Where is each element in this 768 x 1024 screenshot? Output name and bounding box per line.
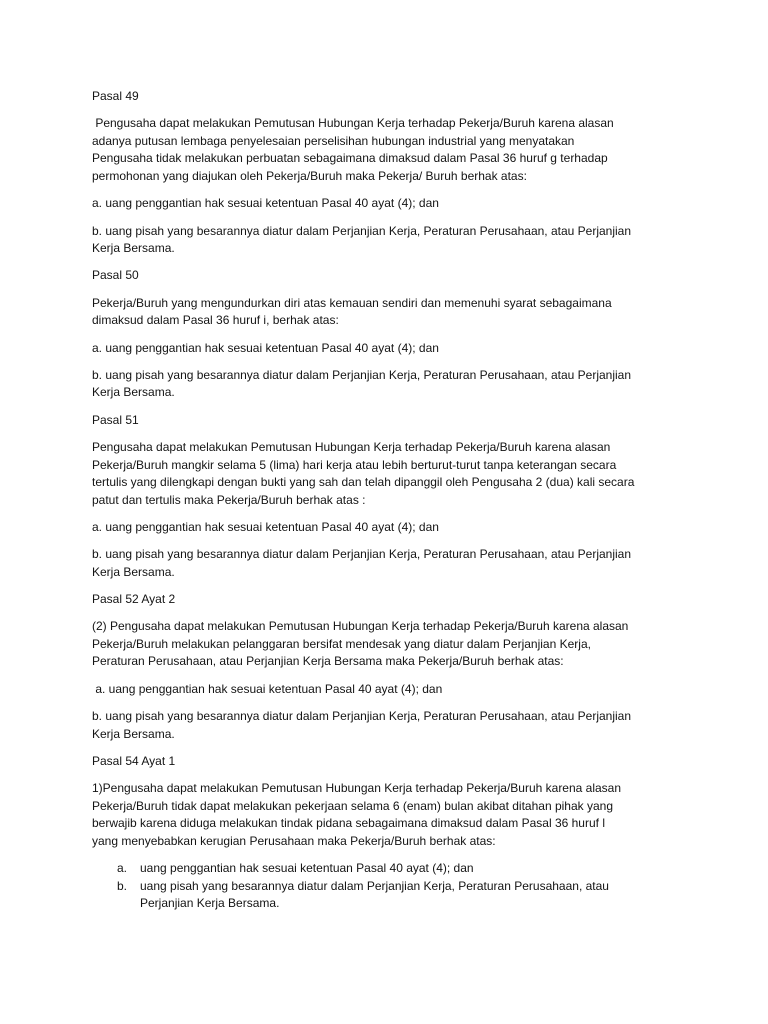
- section-heading: Pasal 52 Ayat 2: [92, 592, 176, 607]
- paragraph-line: b. uang pisah yang besarannya diatur dalam Perjanjian Kerja, Peraturan Perusahaan, atau Perjanjian: [92, 709, 632, 724]
- paragraph-pasal-50-item-b: [92, 367, 728, 402]
- paragraph-pasal-51-item-b: [92, 546, 728, 581]
- paragraph-line: b. uang pisah yang besarannya diatur dalam Perjanjian Kerja, Peraturan Perusahaan, atau Perjanjian: [92, 367, 632, 382]
- list-item: [92, 878, 728, 913]
- paragraph-line: uang penggantian hak sesuai ketentuan Pasal 40 ayat (4); dan: [140, 861, 474, 876]
- paragraph-line: Kerja Bersama.: [92, 564, 175, 579]
- section-heading: Pasal 54 Ayat 1: [92, 753, 176, 768]
- list-item-text: [140, 860, 728, 878]
- list-marker: a.: [117, 861, 128, 876]
- paragraph-pasal-54-body: [92, 780, 728, 850]
- section-heading-pasal-52: [92, 591, 728, 609]
- paragraph-pasal-51-body: [92, 439, 728, 509]
- paragraph-line: a. uang penggantian hak sesuai ketentuan Pasal 40 ayat (4); dan: [92, 681, 443, 696]
- paragraph-line: berwajib karena diduga melakukan tindak pidana sebagaimana dimaksud dalam Pasal 36 huruf l: [92, 816, 605, 831]
- section-heading-pasal-49: [92, 88, 728, 106]
- paragraph-line: tertulis yang dilengkapi dengan bukti yang sah dan telah dipanggil oleh Pengusaha 2 (dua) kali secara: [92, 475, 635, 490]
- list-item: [92, 860, 728, 878]
- paragraph-line: Pekerja/Buruh melakukan pelanggaran bersifat mendesak yang diatur dalam Perjanjian Kerja,: [92, 636, 591, 651]
- paragraph-line: Kerja Bersama.: [92, 726, 175, 741]
- section-heading-pasal-51: [92, 412, 728, 430]
- paragraph-line: b. uang pisah yang besarannya diatur dalam Perjanjian Kerja, Peraturan Perusahaan, atau Perjanjian: [92, 223, 632, 238]
- paragraph-line: Kerja Bersama.: [92, 385, 175, 400]
- paragraph-line: b. uang pisah yang besarannya diatur dalam Perjanjian Kerja, Peraturan Perusahaan, atau Perjanjian: [92, 547, 632, 562]
- paragraph-pasal-52-body: [92, 618, 728, 671]
- paragraph-line: Kerja Bersama.: [92, 241, 175, 256]
- paragraph-line: a. uang penggantian hak sesuai ketentuan Pasal 40 ayat (4); dan: [92, 196, 439, 211]
- paragraph-line: Peraturan Perusahaan, atau Perjanjian Kerja Bersama maka Pekerja/Buruh berhak atas:: [92, 654, 564, 669]
- section-heading: Pasal 50: [92, 268, 139, 283]
- paragraph-line: Pengusaha dapat melakukan Pemutusan Hubungan Kerja terhadap Pekerja/Buruh karena alasan: [92, 439, 611, 454]
- paragraph-line: Pekerja/Buruh mangkir selama 5 (lima) hari kerja atau lebih berturut-turut tanpa keterangan secara: [92, 457, 617, 472]
- paragraph-line: Pengusaha tidak melakukan perbuatan sebagaimana dimaksud dalam Pasal 36 huruf g terhadap: [92, 151, 608, 166]
- paragraph-pasal-52-item-b: [92, 708, 728, 743]
- paragraph-line: 1)Pengusaha dapat melakukan Pemutusan Hubungan Kerja terhadap Pekerja/Buruh karena alasan: [92, 781, 622, 796]
- paragraph-pasal-52-item-a: [92, 681, 728, 699]
- paragraph-line: permohonan yang diajukan oleh Pekerja/Buruh maka Pekerja/ Buruh berhak atas:: [92, 168, 527, 183]
- paragraph-pasal-49-body: [92, 115, 728, 185]
- paragraph-line: Perjanjian Kerja Bersama.: [140, 896, 280, 911]
- paragraph-pasal-50-body: [92, 295, 728, 330]
- paragraph-line: a. uang penggantian hak sesuai ketentuan Pasal 40 ayat (4); dan: [92, 340, 439, 355]
- section-heading-pasal-54: [92, 753, 728, 771]
- paragraph-line: uang pisah yang besarannya diatur dalam Perjanjian Kerja, Peraturan Perusahaan, atau: [140, 878, 609, 893]
- section-heading-pasal-50: [92, 267, 728, 285]
- paragraph-line: Pengusaha dapat melakukan Pemutusan Hubungan Kerja terhadap Pekerja/Buruh karena alasan: [92, 116, 614, 131]
- paragraph-pasal-49-item-b: [92, 223, 728, 258]
- list-item-text: [140, 878, 728, 913]
- list-marker: b.: [117, 878, 128, 893]
- paragraph-line: a. uang penggantian hak sesuai ketentuan Pasal 40 ayat (4); dan: [92, 519, 439, 534]
- paragraph-pasal-50-item-a: [92, 340, 728, 358]
- lettered-list: [92, 860, 728, 913]
- paragraph-line: adanya putusan lembaga penyelesaian perselisihan hubungan industrial yang menyatakan: [92, 133, 575, 148]
- paragraph-pasal-49-item-a: [92, 195, 728, 213]
- section-heading: Pasal 51: [92, 412, 139, 427]
- paragraph-line: yang menyebabkan kerugian Perusahaan maka Pekerja/Buruh berhak atas:: [92, 833, 496, 848]
- paragraph-pasal-51-item-a: [92, 519, 728, 537]
- section-heading: Pasal 49: [92, 89, 139, 103]
- paragraph-line: dimaksud dalam Pasal 36 huruf i, berhak atas:: [92, 313, 339, 328]
- paragraph-line: (2) Pengusaha dapat melakukan Pemutusan Hubungan Kerja terhadap Pekerja/Buruh karena alasan: [92, 619, 629, 634]
- paragraph-line: Pekerja/Buruh tidak dapat melakukan pekerjaan selama 6 (enam) bulan akibat ditahan pihak yang: [92, 798, 613, 813]
- paragraph-line: Pekerja/Buruh yang mengundurkan diri atas kemauan sendiri dan memenuhi syarat sebagaimana: [92, 295, 612, 310]
- paragraph-line: patut dan tertulis maka Pekerja/Buruh berhak atas :: [92, 492, 366, 507]
